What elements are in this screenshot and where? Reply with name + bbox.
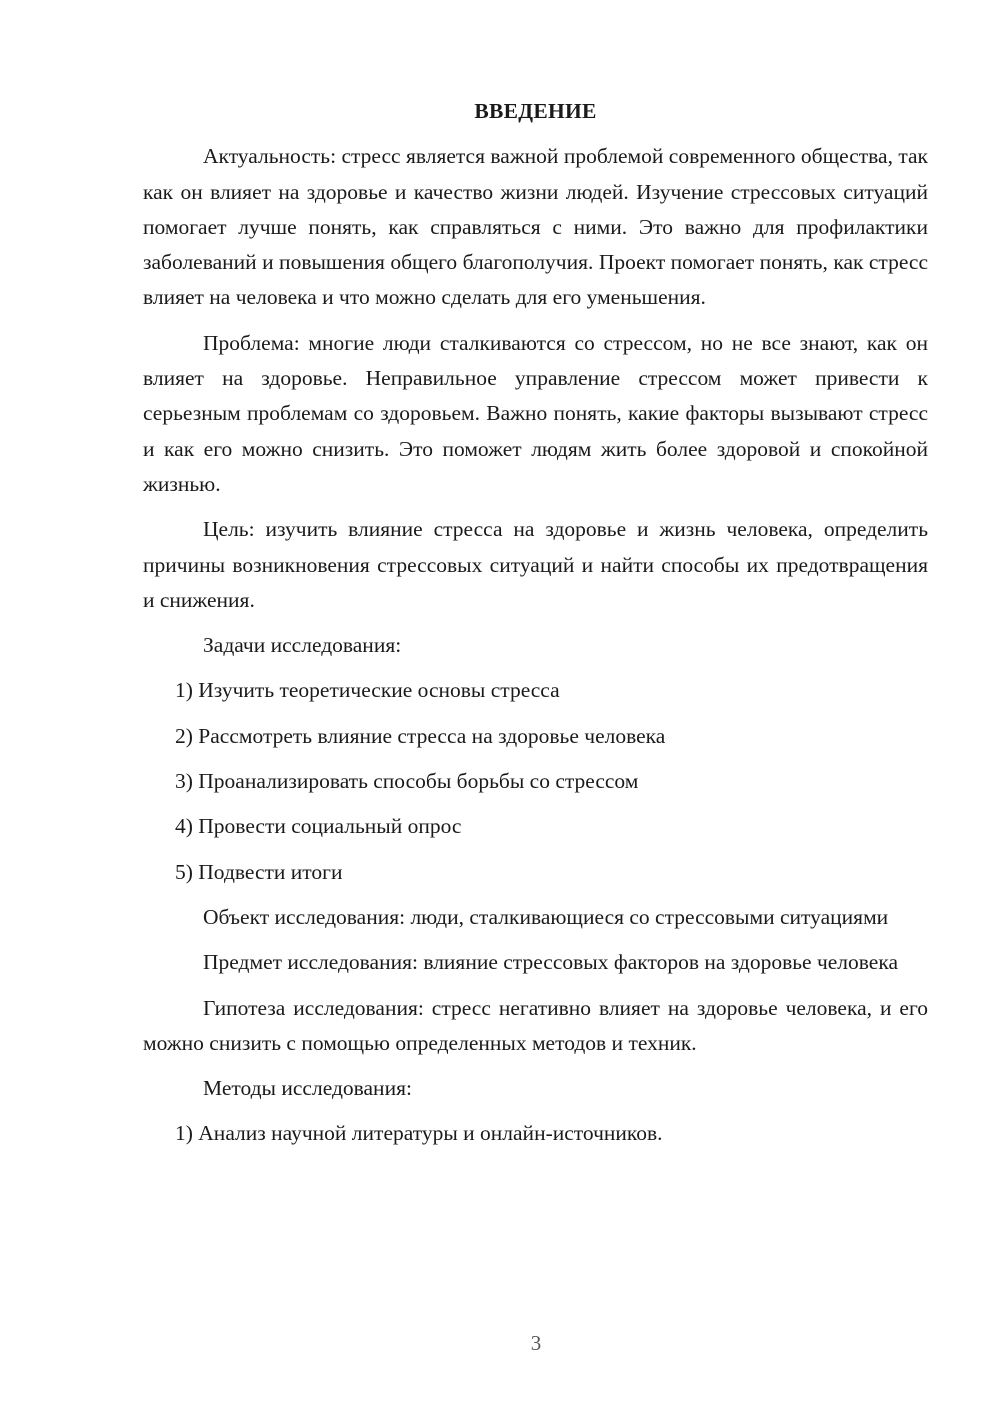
hypothesis-paragraph: Гипотеза исследования: стресс негативно влияет на здоровье человека, и его можно снизить с помощью определенных методов и техник.	[143, 995, 928, 1055]
subject-paragraph: Предмет исследования: влияние стрессовых факторов на здоровье человека	[203, 950, 899, 975]
problem-paragraph: Проблема: многие люди сталкиваются со стрессом, но не все знают, как он влияет на здоровье. Неправильное управление стрессом может привести к серьезным проблемам со здоровьем. Важно понять, какие факторы вызывают стресс и как его можно снизить. Это поможет людям жить более здоровой и спокойной жизнью.	[143, 330, 928, 496]
goal-paragraph: Цель: изучить влияние стресса на здоровье и жизнь человека, определить причины возникновения стрессовых ситуаций и найти способы их предотвращения и снижения.	[143, 517, 928, 612]
list-item: 5) Подвести итоги	[175, 859, 343, 884]
page-content	[143, 94, 928, 1162]
relevance-paragraph: Актуальность: стресс является важной проблемой современного общества, так как он влияет на здоровье и качество жизни людей. Изучение стрессовых ситуаций помогает лучше понять, как справляться с ними. Это важно для профилактики заболеваний и повышения общего благополучия. Проект помогает понять, как стресс влияет на человека и что можно сделать для его уменьшения.	[143, 144, 928, 310]
list-item: 4) Провести социальный опрос	[175, 814, 462, 839]
methods-list	[143, 1116, 928, 1151]
list-item: 1) Анализ научной литературы и онлайн-источников.	[175, 1121, 663, 1146]
list-item: 2) Рассмотреть влияние стресса на здоровье человека	[175, 723, 666, 748]
object-paragraph: Объект исследования: люди, сталкивающиеся со стрессовыми ситуациями	[203, 904, 889, 929]
list-item: 1) Изучить теоретические основы стресса	[175, 678, 560, 703]
page-number: 3	[530, 1331, 542, 1355]
tasks-list	[143, 673, 928, 889]
list-item: 3) Проанализировать способы борьбы со стрессом	[175, 769, 639, 794]
methods-heading: Методы исследования:	[203, 1076, 412, 1101]
section-title: ВВЕДЕНИЕ	[474, 99, 597, 123]
tasks-heading: Задачи исследования:	[203, 633, 402, 658]
